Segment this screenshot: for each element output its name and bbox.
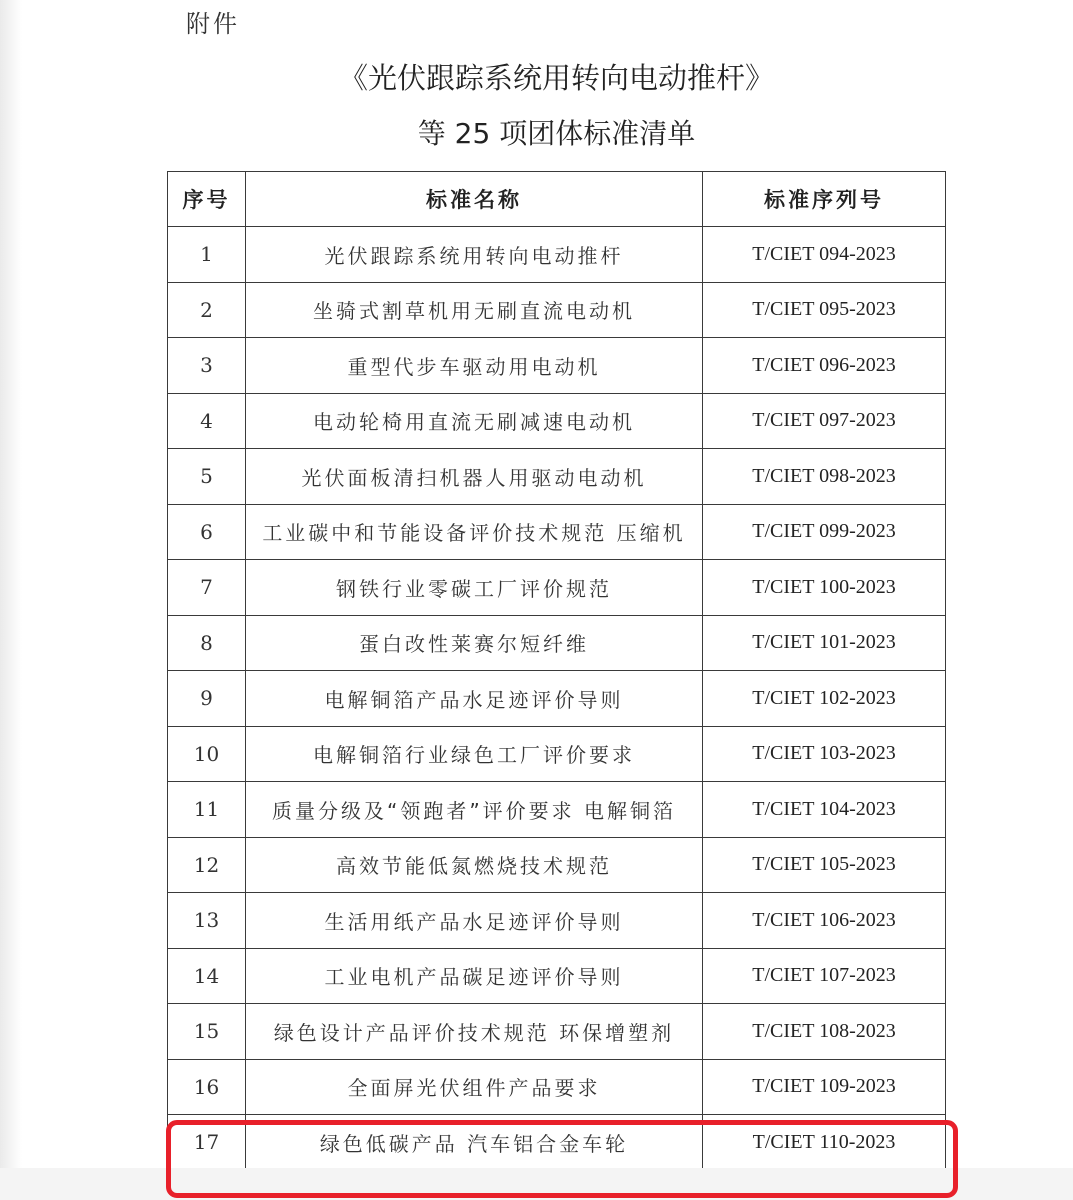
- table-row: [168, 837, 946, 893]
- row-standard-name: 高效节能低氮燃烧技术规范: [246, 837, 703, 893]
- row-standard-name: 重型代步车驱动用电动机: [246, 338, 703, 394]
- table-row: [168, 338, 946, 394]
- row-standard-code: T/CIET 108-2023: [703, 1004, 946, 1060]
- row-standard-code: T/CIET 100-2023: [703, 560, 946, 616]
- header-serial: 序号: [168, 172, 246, 227]
- row-standard-name: 绿色设计产品评价技术规范 环保增塑剂: [246, 1004, 703, 1060]
- table-row: [168, 782, 946, 838]
- highlight-box: [166, 1120, 958, 1198]
- table-row: [168, 726, 946, 782]
- row-standard-code: T/CIET 101-2023: [703, 615, 946, 671]
- row-standard-code: T/CIET 099-2023: [703, 504, 946, 560]
- row-standard-code: T/CIET 098-2023: [703, 449, 946, 505]
- header-standard-name: 标准名称: [246, 172, 703, 227]
- row-standard-name: 光伏跟踪系统用转向电动推杆: [246, 227, 703, 283]
- table-row: [168, 449, 946, 505]
- row-standard-name: 工业碳中和节能设备评价技术规范 压缩机: [246, 504, 703, 560]
- row-standard-name: 蛋白改性莱赛尔短纤维: [246, 615, 703, 671]
- table-row: [168, 1059, 946, 1115]
- table-row: [168, 1004, 946, 1060]
- row-standard-name: 绿色低碳产品 汽车铝合金车轮: [246, 1115, 703, 1170]
- row-number: 6: [168, 504, 246, 560]
- row-number: 2: [168, 282, 246, 338]
- row-standard-code: T/CIET 096-2023: [703, 338, 946, 394]
- row-standard-code: T/CIET 094-2023: [703, 227, 946, 283]
- row-standard-code: T/CIET 103-2023: [703, 726, 946, 782]
- document-title: 《光伏跟踪系统用转向电动推杆》: [338, 61, 774, 95]
- row-standard-name: 钢铁行业零碳工厂评价规范: [246, 560, 703, 616]
- row-standard-code: T/CIET 105-2023: [703, 837, 946, 893]
- row-standard-name: 全面屏光伏组件产品要求: [246, 1059, 703, 1115]
- row-standard-name: 生活用纸产品水足迹评价导则: [246, 893, 703, 949]
- row-number: 3: [168, 338, 246, 394]
- row-standard-code: T/CIET 109-2023: [703, 1059, 946, 1115]
- table-row: [168, 504, 946, 560]
- row-standard-code: T/CIET 104-2023: [703, 782, 946, 838]
- row-standard-code: T/CIET 095-2023: [703, 282, 946, 338]
- row-standard-code: T/CIET 102-2023: [703, 671, 946, 727]
- table-row: [168, 893, 946, 949]
- attachment-label: 附件: [186, 10, 240, 38]
- table-body: [168, 227, 946, 1170]
- row-number: 9: [168, 671, 246, 727]
- row-standard-name: 电解铜箔行业绿色工厂评价要求: [246, 726, 703, 782]
- row-standard-name: 坐骑式割草机用无刷直流电动机: [246, 282, 703, 338]
- row-number: 10: [168, 726, 246, 782]
- row-standard-name: 质量分级及“领跑者”评价要求 电解铜箔: [246, 782, 703, 838]
- row-number: 4: [168, 393, 246, 449]
- table-row: [168, 671, 946, 727]
- row-number: 13: [168, 893, 246, 949]
- row-number: 5: [168, 449, 246, 505]
- row-number: 7: [168, 560, 246, 616]
- table-row: [168, 282, 946, 338]
- table-row: [168, 948, 946, 1004]
- row-standard-code: T/CIET 106-2023: [703, 893, 946, 949]
- row-number: 8: [168, 615, 246, 671]
- row-number: 14: [168, 948, 246, 1004]
- table-row: [168, 615, 946, 671]
- row-standard-name: 光伏面板清扫机器人用驱动电动机: [246, 449, 703, 505]
- row-number: 11: [168, 782, 246, 838]
- row-number: 1: [168, 227, 246, 283]
- table-row: [168, 227, 946, 283]
- row-number: 17: [168, 1115, 246, 1170]
- table-row: [168, 393, 946, 449]
- row-number: 16: [168, 1059, 246, 1115]
- page-edge-shadow: [0, 0, 22, 1200]
- row-standard-name: 电动轮椅用直流无刷减速电动机: [246, 393, 703, 449]
- table-header-row: [168, 172, 946, 227]
- row-number: 15: [168, 1004, 246, 1060]
- document-subtitle: 等 25 项团体标准清单: [417, 117, 696, 150]
- table-row: [168, 560, 946, 616]
- row-standard-code: T/CIET 107-2023: [703, 948, 946, 1004]
- row-standard-name: 电解铜箔产品水足迹评价导则: [246, 671, 703, 727]
- row-standard-code: T/CIET 110-2023: [703, 1115, 946, 1170]
- row-standard-name: 工业电机产品碳足迹评价导则: [246, 948, 703, 1004]
- row-standard-code: T/CIET 097-2023: [703, 393, 946, 449]
- standards-table: [167, 171, 946, 1170]
- row-number: 12: [168, 837, 246, 893]
- header-standard-code: 标准序列号: [703, 172, 946, 227]
